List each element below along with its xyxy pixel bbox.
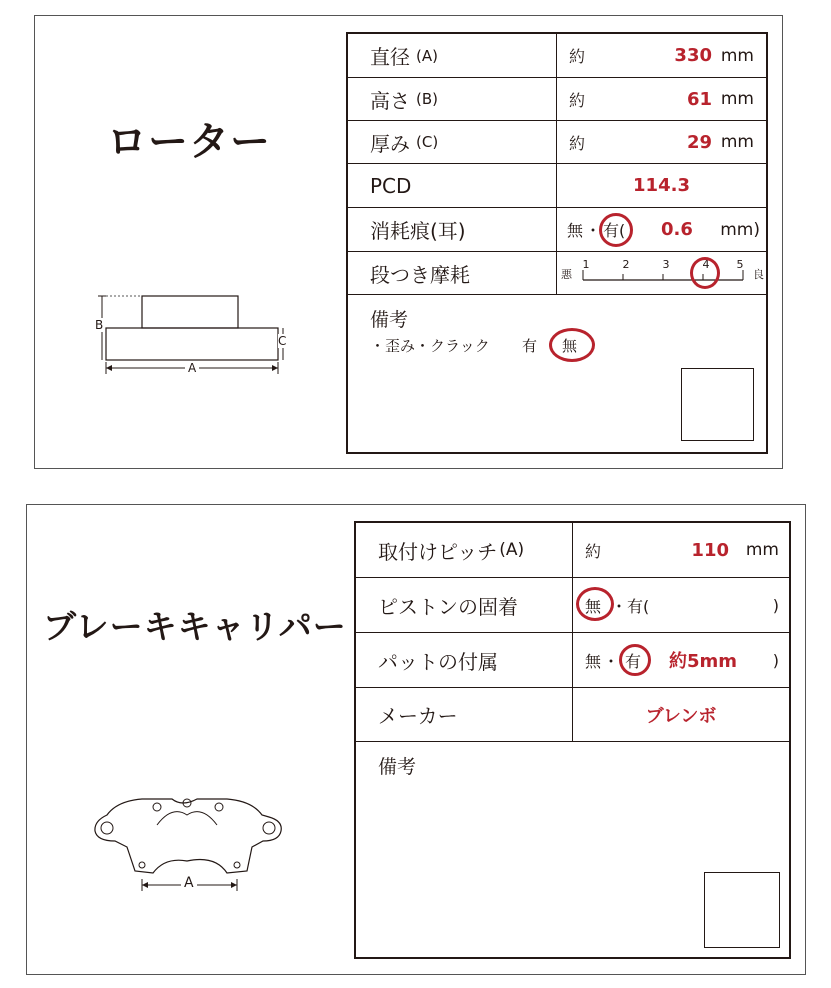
- diagram-label-c: C: [278, 334, 287, 348]
- thickness-unit: mm: [720, 132, 754, 152]
- wear-unit: mm): [720, 219, 760, 240]
- piston-label: ピストンの固着: [356, 578, 573, 632]
- piston-none: 無: [585, 596, 602, 616]
- piston-yes: 有(: [627, 596, 650, 616]
- height-prefix: 約: [569, 90, 586, 110]
- pitch-value: 110: [691, 539, 729, 561]
- pad-yes: 有: [625, 651, 642, 671]
- caliper-row-maker: [356, 688, 789, 742]
- diameter-prefix: 約: [569, 47, 586, 66]
- diagram-label-a: A: [185, 361, 199, 375]
- caliper-remarks-label: 備考: [378, 756, 417, 778]
- caliper-photo-box: [704, 872, 780, 948]
- wear-yes: 有(: [603, 221, 626, 240]
- pad-none: 無: [585, 651, 602, 671]
- caliper-diagram-label-a: A: [181, 875, 197, 891]
- height-label: 高さ: [370, 88, 410, 113]
- maker-label: メーカー: [356, 688, 573, 741]
- rotor-remarks-yes: 有: [522, 337, 538, 355]
- wear-selected-circle: [599, 213, 633, 247]
- caliper-row-pitch: [356, 523, 789, 578]
- caliper-row-pad: [356, 633, 789, 688]
- step-wear-label: 段つき摩耗: [348, 252, 557, 294]
- pitch-suffix: (A): [499, 540, 525, 560]
- scale-bad: 悪: [561, 268, 572, 281]
- rotor-card: [34, 15, 783, 469]
- thickness-value: 29: [686, 131, 712, 153]
- rotor-remarks: [348, 295, 766, 452]
- pad-selected-circle: [619, 644, 651, 676]
- height-suffix: (B): [416, 90, 438, 108]
- rotor-row-wear: [348, 208, 766, 252]
- diameter-suffix: (A): [416, 46, 438, 65]
- scale-tick-label: 5: [736, 258, 744, 271]
- wear-dot: ・: [585, 221, 602, 240]
- pitch-label: 取付けピッチ: [378, 539, 498, 564]
- rotor-row-thickness: [348, 121, 766, 164]
- rotor-title: ローター: [107, 119, 271, 165]
- diameter-unit: mm: [720, 45, 754, 66]
- rotor-row-height: [348, 78, 766, 121]
- rotor-remarks-circle: [549, 328, 595, 362]
- diagram-label-b: B: [95, 318, 104, 332]
- pcd-label: PCD: [348, 164, 557, 207]
- rotor-photo-box: [681, 368, 754, 441]
- caliper-row-piston: [356, 578, 789, 633]
- pad-label: パットの付属: [356, 633, 573, 687]
- thickness-prefix: 約: [569, 133, 586, 153]
- pcd-value: 114.3: [633, 175, 690, 196]
- piston-close: ): [772, 595, 779, 615]
- scale-selected-circle: [690, 257, 720, 289]
- wear-none: 無: [567, 221, 584, 240]
- pad-value: 約5mm: [669, 651, 738, 672]
- diameter-label: 直径: [370, 45, 410, 69]
- pad-close: ): [772, 650, 779, 670]
- caliper-card: [26, 504, 806, 975]
- pitch-unit: mm: [745, 540, 779, 560]
- rotor-row-diameter: [348, 34, 766, 78]
- rotor-table: [346, 32, 768, 454]
- piston-selected-circle: [576, 587, 614, 621]
- thickness-label: 厚み: [370, 131, 410, 156]
- scale-tick-label: 2: [622, 258, 630, 271]
- height-unit: mm: [720, 89, 754, 109]
- scale-tick-label: 4: [702, 258, 710, 271]
- rotor-row-step-wear: [348, 252, 766, 295]
- height-value: 61: [686, 88, 712, 110]
- rotor-remarks-item: ・歪み・クラック: [370, 337, 490, 355]
- piston-dot: ・: [611, 596, 628, 616]
- thickness-suffix: (C): [416, 133, 439, 151]
- caliper-title: ブレーキキャリパー: [43, 607, 347, 646]
- wear-label: 消耗痕(耳): [348, 208, 557, 251]
- pad-dot: ・: [603, 651, 620, 671]
- rotor-row-pcd: [348, 164, 766, 208]
- rotor-remarks-label: 備考: [370, 309, 409, 331]
- scale-tick-label: 1: [582, 258, 590, 271]
- rotor-remarks-none: 無: [562, 337, 578, 355]
- caliper-remarks: [356, 742, 789, 957]
- diameter-value: 330: [674, 45, 712, 66]
- caliper-table: [354, 521, 791, 959]
- pitch-prefix: 約: [585, 541, 602, 561]
- scale-good: 良: [753, 268, 764, 281]
- wear-value: 0.6: [661, 219, 693, 240]
- wear-scale-svg: [581, 252, 745, 295]
- scale-tick-label: 3: [662, 258, 670, 271]
- maker-value: ブレンボ: [645, 705, 717, 727]
